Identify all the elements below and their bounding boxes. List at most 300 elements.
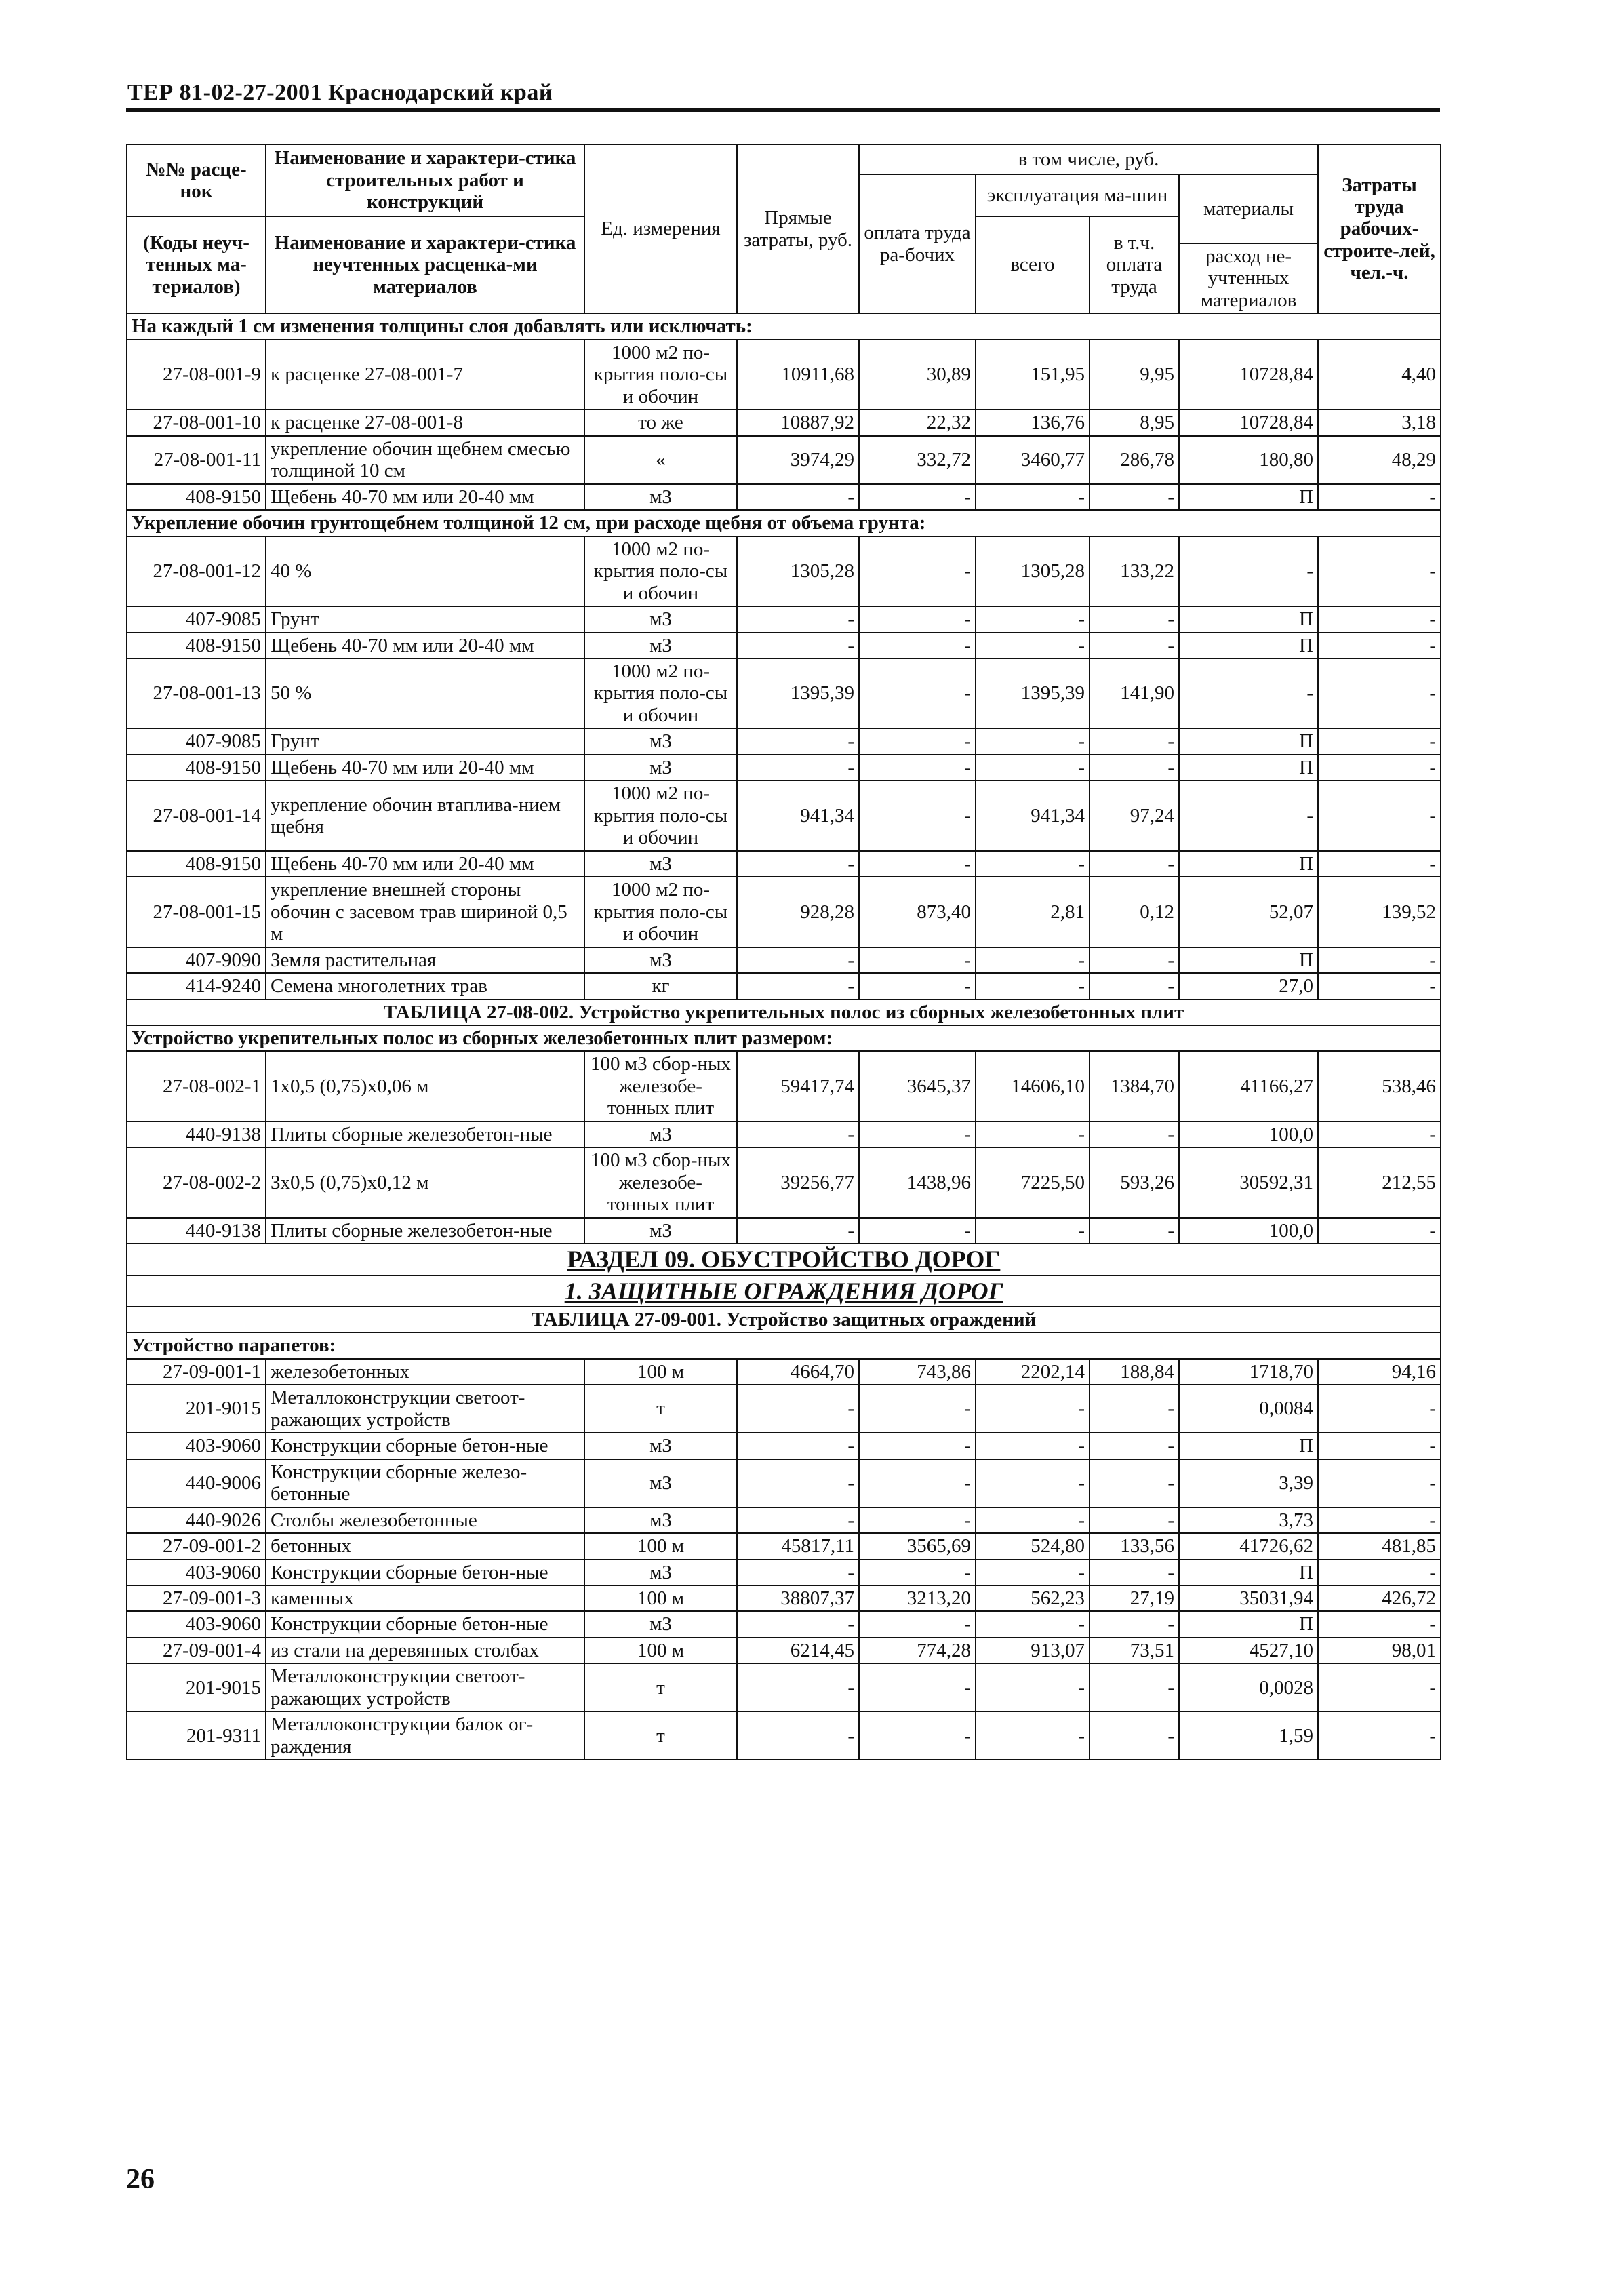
row-labor-hours: - [1318, 1433, 1441, 1459]
row-materials: 30592,31 [1179, 1147, 1318, 1217]
row-machines-total: - [976, 1459, 1090, 1507]
row-labor-hours: - [1318, 1218, 1441, 1244]
row-direct-cost: - [737, 1560, 859, 1585]
row-name: Конструкции сборные железо-бетонные [266, 1459, 584, 1507]
row-labor-pay: - [859, 1385, 976, 1433]
row-materials: П [1179, 728, 1318, 754]
row-code: 403-9060 [127, 1433, 266, 1459]
row-labor-hours: - [1318, 484, 1441, 510]
table-row [127, 340, 1441, 410]
page-number: 26 [126, 2164, 155, 2195]
row-unit: 1000 м2 по-крытия поло-сы и обочин [584, 780, 737, 850]
row-name: 50 % [266, 658, 584, 728]
row-labor-pay: 30,89 [859, 340, 976, 410]
head-code-sub: (Коды неуч-тенных ма-териалов) [127, 216, 266, 313]
row-labor-hours: - [1318, 1711, 1441, 1760]
row-machines-pay: - [1090, 1611, 1179, 1637]
table-row [127, 780, 1441, 850]
table-row [127, 658, 1441, 728]
row-direct-cost: 10911,68 [737, 340, 859, 410]
row-machines-pay: - [1090, 606, 1179, 632]
row-unit: м3 [584, 851, 737, 877]
subsection-title: 1. ЗАЩИТНЫЕ ОГРАЖДЕНИЯ ДОРОГ [127, 1275, 1441, 1307]
row-direct-cost: 1305,28 [737, 536, 859, 606]
row-labor-pay: - [859, 606, 976, 632]
divider-row [127, 1244, 1441, 1275]
row-code: 414-9240 [127, 973, 266, 999]
page-header: ТЕР 81-02-27-2001 Краснодарский край [127, 80, 553, 105]
table-row [127, 1711, 1441, 1760]
row-code: 408-9150 [127, 755, 266, 780]
row-unit: м3 [584, 484, 737, 510]
row-direct-cost: - [737, 1663, 859, 1711]
row-machines-total: 524,80 [976, 1533, 1090, 1559]
row-direct-cost: - [737, 1385, 859, 1433]
row-name: 3х0,5 (0,75)х0,12 м [266, 1147, 584, 1217]
row-unit: 100 м [584, 1533, 737, 1559]
row-machines-total: 562,23 [976, 1585, 1090, 1611]
row-labor-hours: 48,29 [1318, 436, 1441, 484]
row-materials: - [1179, 780, 1318, 850]
row-unit: м3 [584, 728, 737, 754]
table-row [127, 1122, 1441, 1147]
row-code: 408-9150 [127, 851, 266, 877]
rates-table [126, 144, 1441, 1760]
row-labor-pay: - [859, 633, 976, 658]
row-unit: 100 м [584, 1638, 737, 1663]
row-unit: м3 [584, 1122, 737, 1147]
row-name: Щебень 40-70 мм или 20-40 мм [266, 851, 584, 877]
row-code: 27-09-001-3 [127, 1585, 266, 1611]
row-unit: 100 м [584, 1585, 737, 1611]
row-machines-pay: 141,90 [1090, 658, 1179, 728]
row-machines-pay: - [1090, 633, 1179, 658]
row-machines-total: 3460,77 [976, 436, 1090, 484]
row-labor-pay: - [859, 851, 976, 877]
row-unit: м3 [584, 1611, 737, 1637]
row-labor-pay: 774,28 [859, 1638, 976, 1663]
row-machines-total: 14606,10 [976, 1051, 1090, 1121]
row-materials: 100,0 [1179, 1122, 1318, 1147]
row-direct-cost: 39256,77 [737, 1147, 859, 1217]
row-materials: 100,0 [1179, 1218, 1318, 1244]
row-materials: П [1179, 484, 1318, 510]
row-labor-hours: - [1318, 633, 1441, 658]
row-code: 440-9026 [127, 1507, 266, 1533]
row-labor-pay: - [859, 1611, 976, 1637]
row-unit: м3 [584, 755, 737, 780]
row-labor-hours: 426,72 [1318, 1585, 1441, 1611]
row-name: Плиты сборные железобетон-ные [266, 1218, 584, 1244]
row-materials: П [1179, 1560, 1318, 1585]
row-direct-cost: - [737, 484, 859, 510]
row-materials: 10728,84 [1179, 410, 1318, 435]
row-machines-total: - [976, 1611, 1090, 1637]
row-name: 1х0,5 (0,75)х0,06 м [266, 1051, 584, 1121]
row-code: 403-9060 [127, 1560, 266, 1585]
row-unit: м3 [584, 606, 737, 632]
head-machines-total: всего [976, 216, 1090, 313]
row-machines-total: 136,76 [976, 410, 1090, 435]
row-labor-pay: 3645,37 [859, 1051, 976, 1121]
row-machines-pay: 8,95 [1090, 410, 1179, 435]
row-code: 27-09-001-2 [127, 1533, 266, 1559]
table-row [127, 1638, 1441, 1663]
row-labor-hours: 481,85 [1318, 1533, 1441, 1559]
table-row [127, 877, 1441, 947]
row-direct-cost: 941,34 [737, 780, 859, 850]
row-code: 407-9085 [127, 606, 266, 632]
row-machines-pay: - [1090, 1507, 1179, 1533]
row-name: Столбы железобетонные [266, 1507, 584, 1533]
row-direct-cost: - [737, 755, 859, 780]
row-machines-pay: 0,12 [1090, 877, 1179, 947]
row-labor-pay: - [859, 728, 976, 754]
row-unit: 100 м3 сбор-ных железобе-тонных плит [584, 1051, 737, 1121]
table-row [127, 947, 1441, 973]
row-code: 27-08-001-15 [127, 877, 266, 947]
row-machines-total: 1395,39 [976, 658, 1090, 728]
row-name: Конструкции сборные бетон-ные [266, 1560, 584, 1585]
row-labor-pay: - [859, 658, 976, 728]
row-labor-hours: - [1318, 536, 1441, 606]
row-direct-cost: 4664,70 [737, 1359, 859, 1385]
row-labor-pay: 1438,96 [859, 1147, 976, 1217]
row-materials: П [1179, 1433, 1318, 1459]
row-machines-total: 7225,50 [976, 1147, 1090, 1217]
head-incl: в том числе, руб. [859, 144, 1318, 174]
row-machines-total: - [976, 1507, 1090, 1533]
row-name: Металлоконструкции светоот-ражающих устройств [266, 1663, 584, 1711]
row-labor-hours: - [1318, 1611, 1441, 1637]
table-caption: ТАБЛИЦА 27-08-002. Устройство укрепительных полос из сборных железобетонных плит [127, 999, 1441, 1025]
row-code: 440-9006 [127, 1459, 266, 1507]
table-row [127, 1459, 1441, 1507]
row-direct-cost: 10887,92 [737, 410, 859, 435]
row-machines-pay: - [1090, 728, 1179, 754]
row-unit: м3 [584, 947, 737, 973]
row-direct-cost: - [737, 1459, 859, 1507]
row-code: 201-9311 [127, 1711, 266, 1760]
row-machines-pay: - [1090, 1459, 1179, 1507]
row-labor-hours: - [1318, 780, 1441, 850]
table-row [127, 1507, 1441, 1533]
row-machines-pay: 188,84 [1090, 1359, 1179, 1385]
row-materials: П [1179, 606, 1318, 632]
head-labor: Затраты труда рабочих-строите-лей, чел.-ч. [1318, 144, 1441, 313]
row-machines-pay: - [1090, 851, 1179, 877]
table-row [127, 755, 1441, 780]
row-machines-pay: - [1090, 755, 1179, 780]
row-labor-pay: - [859, 1663, 976, 1711]
table-body [127, 313, 1441, 1760]
table-row [127, 536, 1441, 606]
row-unit: 1000 м2 по-крытия поло-сы и обочин [584, 658, 737, 728]
row-machines-pay: 73,51 [1090, 1638, 1179, 1663]
table-row [127, 851, 1441, 877]
row-labor-hours: - [1318, 947, 1441, 973]
row-labor-pay: - [859, 1218, 976, 1244]
table-row [127, 973, 1441, 999]
table-head [127, 144, 1441, 313]
row-materials: 180,80 [1179, 436, 1318, 484]
row-code: 27-08-001-10 [127, 410, 266, 435]
row-unit: м3 [584, 1433, 737, 1459]
row-name: Металлоконструкции светоот-ражающих устройств [266, 1385, 584, 1433]
row-materials: 1,59 [1179, 1711, 1318, 1760]
row-labor-hours: 139,52 [1318, 877, 1441, 947]
row-unit: м3 [584, 1507, 737, 1533]
row-name: бетонных [266, 1533, 584, 1559]
row-machines-pay: - [1090, 1663, 1179, 1711]
divider-row [127, 999, 1441, 1025]
row-labor-pay: - [859, 1560, 976, 1585]
row-unit: м3 [584, 1218, 737, 1244]
row-machines-total: 941,34 [976, 780, 1090, 850]
row-machines-pay: 286,78 [1090, 436, 1179, 484]
row-labor-hours: - [1318, 728, 1441, 754]
row-labor-hours: - [1318, 851, 1441, 877]
table-row [127, 410, 1441, 435]
row-name: укрепление внешней стороны обочин с засевом трав шириной 0,5 м [266, 877, 584, 947]
table-row [127, 1533, 1441, 1559]
head-code: №№ расце-нок [127, 144, 266, 216]
row-labor-hours: - [1318, 658, 1441, 728]
row-labor-hours: - [1318, 755, 1441, 780]
row-name: укрепление обочин щебнем смесью толщиной 10 см [266, 436, 584, 484]
row-unit: т [584, 1663, 737, 1711]
row-direct-cost: 45817,11 [737, 1533, 859, 1559]
row-labor-pay: 743,86 [859, 1359, 976, 1385]
row-name: Конструкции сборные бетон-ные [266, 1433, 584, 1459]
row-materials: - [1179, 536, 1318, 606]
table-row [127, 1147, 1441, 1217]
row-labor-pay: 873,40 [859, 877, 976, 947]
row-machines-total: - [976, 1122, 1090, 1147]
row-materials: П [1179, 1611, 1318, 1637]
row-code: 201-9015 [127, 1385, 266, 1433]
table-row [127, 1585, 1441, 1611]
row-labor-pay: 332,72 [859, 436, 976, 484]
divider-row [127, 1307, 1441, 1332]
table-row [127, 1560, 1441, 1585]
table-row [127, 633, 1441, 658]
row-unit: 100 м3 сбор-ных железобе-тонных плит [584, 1147, 737, 1217]
row-code: 408-9150 [127, 484, 266, 510]
row-direct-cost: - [737, 1218, 859, 1244]
row-machines-pay: - [1090, 973, 1179, 999]
row-direct-cost: - [737, 728, 859, 754]
head-name: Наименование и характери-стика строительных работ и конструкций [266, 144, 584, 216]
row-machines-pay: 27,19 [1090, 1585, 1179, 1611]
table-row [127, 1051, 1441, 1121]
row-machines-total: - [976, 1711, 1090, 1760]
row-materials: 10728,84 [1179, 340, 1318, 410]
row-code: 27-09-001-4 [127, 1638, 266, 1663]
row-labor-pay: - [859, 1711, 976, 1760]
row-name: железобетонных [266, 1359, 584, 1385]
row-materials: 4527,10 [1179, 1638, 1318, 1663]
row-name: Конструкции сборные бетон-ные [266, 1611, 584, 1637]
row-code: 407-9090 [127, 947, 266, 973]
row-machines-total: 2202,14 [976, 1359, 1090, 1385]
row-name: 40 % [266, 536, 584, 606]
row-name: Земля растительная [266, 947, 584, 973]
row-unit: 1000 м2 по-крытия поло-сы и обочин [584, 877, 737, 947]
row-machines-total: - [976, 728, 1090, 754]
row-labor-hours: - [1318, 1459, 1441, 1507]
group-heading: Устройство укрепительных полос из сборных железобетонных плит размером: [127, 1025, 1441, 1051]
row-machines-total: - [976, 755, 1090, 780]
row-machines-pay: 593,26 [1090, 1147, 1179, 1217]
row-name: Щебень 40-70 мм или 20-40 мм [266, 484, 584, 510]
row-machines-total: 151,95 [976, 340, 1090, 410]
head-unit: Ед. измерения [584, 144, 737, 313]
row-name: к расценке 27-08-001-8 [266, 410, 584, 435]
row-materials: 41166,27 [1179, 1051, 1318, 1121]
row-unit: « [584, 436, 737, 484]
row-direct-cost: 38807,37 [737, 1585, 859, 1611]
row-machines-pay: - [1090, 484, 1179, 510]
row-unit: 1000 м2 по-крытия поло-сы и обочин [584, 340, 737, 410]
row-direct-cost: - [737, 1611, 859, 1637]
row-machines-total: - [976, 1218, 1090, 1244]
row-name: Грунт [266, 728, 584, 754]
row-unit: м3 [584, 633, 737, 658]
row-name: каменных [266, 1585, 584, 1611]
row-code: 407-9085 [127, 728, 266, 754]
row-machines-total: 913,07 [976, 1638, 1090, 1663]
row-direct-cost: 6214,45 [737, 1638, 859, 1663]
row-code: 27-09-001-1 [127, 1359, 266, 1385]
row-labor-pay: - [859, 973, 976, 999]
table-row [127, 606, 1441, 632]
row-name: Плиты сборные железобетон-ные [266, 1122, 584, 1147]
row-materials: 41726,62 [1179, 1533, 1318, 1559]
row-code: 27-08-002-1 [127, 1051, 266, 1121]
head-machines-pay: в т.ч. оплата труда [1090, 216, 1179, 313]
row-machines-pay: - [1090, 1218, 1179, 1244]
row-labor-pay: - [859, 484, 976, 510]
head-materials: материалы [1179, 174, 1318, 243]
row-labor-hours: - [1318, 1122, 1441, 1147]
row-labor-hours: - [1318, 1560, 1441, 1585]
row-labor-hours: 212,55 [1318, 1147, 1441, 1217]
row-code: 27-08-001-13 [127, 658, 266, 728]
row-direct-cost: - [737, 633, 859, 658]
row-code: 27-08-001-11 [127, 436, 266, 484]
section-title: РАЗДЕЛ 09. ОБУСТРОЙСТВО ДОРОГ [127, 1244, 1441, 1275]
row-labor-pay: - [859, 1507, 976, 1533]
row-machines-pay: 9,95 [1090, 340, 1179, 410]
row-machines-total: - [976, 484, 1090, 510]
row-direct-cost: - [737, 1507, 859, 1533]
row-materials: П [1179, 947, 1318, 973]
row-labor-hours: 94,16 [1318, 1359, 1441, 1385]
row-code: 27-08-002-2 [127, 1147, 266, 1217]
row-labor-hours: 98,01 [1318, 1638, 1441, 1663]
row-labor-hours: - [1318, 1663, 1441, 1711]
row-direct-cost: - [737, 947, 859, 973]
row-unit: т [584, 1385, 737, 1433]
row-machines-total: - [976, 851, 1090, 877]
row-materials: 3,39 [1179, 1459, 1318, 1507]
row-unit: то же [584, 410, 737, 435]
row-labor-hours: 4,40 [1318, 340, 1441, 410]
row-code: 440-9138 [127, 1218, 266, 1244]
row-materials: П [1179, 755, 1318, 780]
row-code: 440-9138 [127, 1122, 266, 1147]
row-name: из стали на деревянных столбах [266, 1638, 584, 1663]
row-machines-total: - [976, 633, 1090, 658]
row-code: 27-08-001-12 [127, 536, 266, 606]
row-unit: 1000 м2 по-крытия поло-сы и обочин [584, 536, 737, 606]
row-labor-pay: - [859, 1459, 976, 1507]
row-machines-pay: - [1090, 1433, 1179, 1459]
group-heading: На каждый 1 см изменения толщины слоя добавлять или исключать: [127, 313, 1441, 339]
row-code: 403-9060 [127, 1611, 266, 1637]
row-materials: 3,73 [1179, 1507, 1318, 1533]
row-unit: 100 м [584, 1359, 737, 1385]
row-machines-pay: 1384,70 [1090, 1051, 1179, 1121]
row-labor-hours: 538,46 [1318, 1051, 1441, 1121]
row-direct-cost: 1395,39 [737, 658, 859, 728]
row-labor-hours: - [1318, 606, 1441, 632]
row-name: Щебень 40-70 мм или 20-40 мм [266, 633, 584, 658]
table-row [127, 436, 1441, 484]
head-name-sub: Наименование и характери-стика неучтенных расценка-ми материалов [266, 216, 584, 313]
table-row [127, 1663, 1441, 1711]
row-materials: П [1179, 633, 1318, 658]
row-direct-cost: 3974,29 [737, 436, 859, 484]
row-materials: 35031,94 [1179, 1585, 1318, 1611]
group-heading: Устройство парапетов: [127, 1332, 1441, 1358]
row-direct-cost: - [737, 1122, 859, 1147]
row-labor-pay: 3565,69 [859, 1533, 976, 1559]
row-machines-pay: - [1090, 1385, 1179, 1433]
row-direct-cost: - [737, 851, 859, 877]
row-direct-cost: - [737, 973, 859, 999]
row-labor-hours: - [1318, 1507, 1441, 1533]
row-machines-total: - [976, 1433, 1090, 1459]
table-row [127, 1385, 1441, 1433]
row-machines-pay: - [1090, 947, 1179, 973]
row-direct-cost: 59417,74 [737, 1051, 859, 1121]
row-machines-total: - [976, 606, 1090, 632]
divider-row [127, 313, 1441, 339]
row-direct-cost: - [737, 1433, 859, 1459]
table-row [127, 728, 1441, 754]
row-unit: кг [584, 973, 737, 999]
row-direct-cost: 928,28 [737, 877, 859, 947]
head-materials-sub: расход не-учтенных материалов [1179, 243, 1318, 313]
row-machines-total: 1305,28 [976, 536, 1090, 606]
row-name: Семена многолетних трав [266, 973, 584, 999]
row-name: Щебень 40-70 мм или 20-40 мм [266, 755, 584, 780]
row-name: к расценке 27-08-001-7 [266, 340, 584, 410]
row-unit: т [584, 1711, 737, 1760]
row-machines-total: - [976, 1560, 1090, 1585]
row-machines-pay: - [1090, 1711, 1179, 1760]
row-machines-total: - [976, 1663, 1090, 1711]
row-unit: м3 [584, 1459, 737, 1507]
row-code: 27-08-001-14 [127, 780, 266, 850]
row-machines-total: - [976, 1385, 1090, 1433]
row-machines-pay: - [1090, 1122, 1179, 1147]
row-name: Грунт [266, 606, 584, 632]
header-rule [126, 108, 1440, 112]
row-name: Металлоконструкции балок ог-раждения [266, 1711, 584, 1760]
